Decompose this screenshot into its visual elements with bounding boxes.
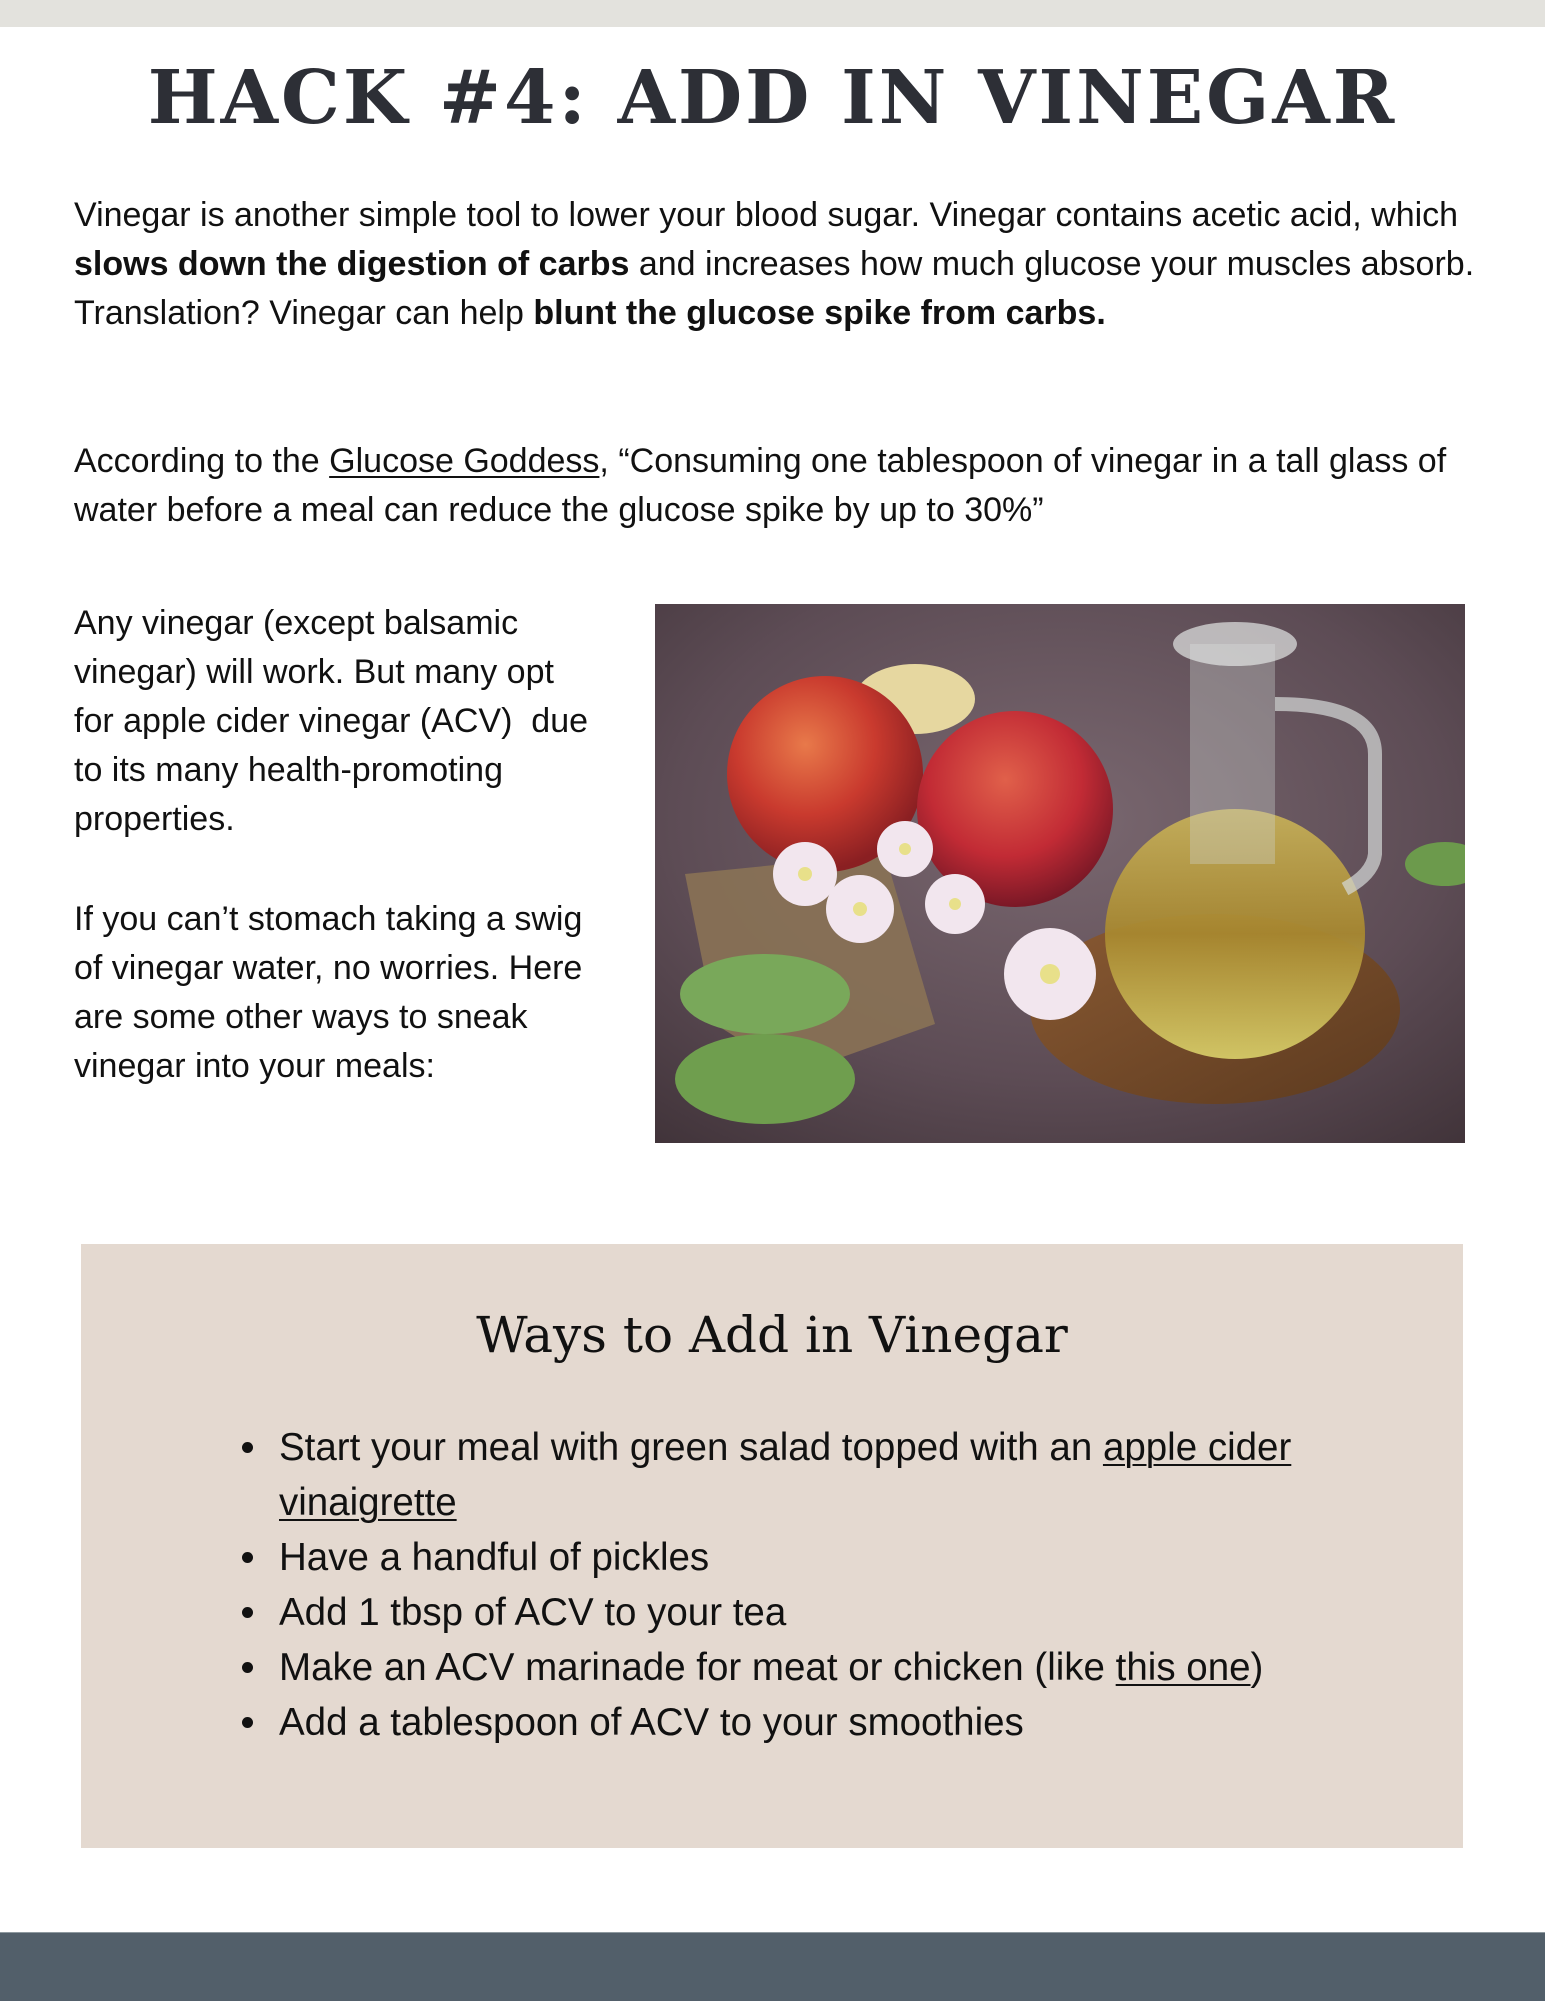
- this-one-link[interactable]: this one: [1115, 1646, 1251, 1689]
- top-bar: [0, 0, 1545, 27]
- bullet-icon: [242, 1662, 253, 1673]
- list-item: [198, 1420, 1418, 1530]
- list-item-text: Add a tablespoon of ACV to your smoothies: [279, 1701, 1024, 1744]
- bullet-icon: [242, 1552, 253, 1563]
- list-item: [198, 1695, 1418, 1750]
- quote-paragraph: [74, 437, 1494, 535]
- sneak-vinegar-paragraph: If you can’t stomach taking a swig of vinegar water, no worries. Here are some other ways to sneak vinegar into your meals:: [74, 900, 583, 1085]
- quote-suffix: , “Consuming one tablespoon of vinegar in a tall glass of water before a meal can reduce the glucose spike by up to 30%”: [74, 442, 1447, 529]
- list-item: [198, 1530, 1418, 1585]
- intro-paragraph: [74, 191, 1494, 338]
- ways-to-add-vinegar-card: [81, 1244, 1463, 1848]
- list-item-text: Make an ACV marinade for meat or chicken (like: [279, 1646, 1116, 1689]
- list-item-text: Add 1 tbsp of ACV to your tea: [279, 1591, 787, 1634]
- page-title: HACK #4: ADD IN VINEGAR: [147, 55, 1398, 141]
- list-item-text: Have a handful of pickles: [279, 1536, 710, 1579]
- quote-prefix: According to the: [74, 442, 330, 480]
- glucose-goddess-link[interactable]: Glucose Goddess: [329, 442, 600, 480]
- vinegar-ideas-list: [198, 1420, 1418, 1750]
- list-item-text: Start your meal with green salad topped with an: [279, 1426, 1103, 1469]
- list-item: [198, 1640, 1418, 1695]
- apple-cider-vinegar-photo: [655, 604, 1465, 1143]
- card-title: Ways to Add in Vinegar: [476, 1306, 1068, 1364]
- list-item: [198, 1585, 1418, 1640]
- bullet-icon: [242, 1442, 253, 1453]
- intro-bold-1: slows down the digestion of carbs: [74, 245, 630, 283]
- footer-bar: [0, 1932, 1545, 2001]
- any-vinegar-paragraph: Any vinegar (except balsamic vinegar) will work. But many opt for apple cider vinegar (ACV) due to its many health-promoting properties.: [74, 604, 589, 838]
- intro-text-1: Vinegar is another simple tool to lower your blood sugar. Vinegar contains acetic acid, which: [74, 196, 1459, 234]
- bullet-icon: [242, 1717, 253, 1728]
- list-item-text-after: ): [1250, 1646, 1264, 1689]
- intro-bold-2: blunt the glucose spike from carbs.: [533, 294, 1106, 332]
- apple-cider-vinaigrette-link[interactable]: apple cider vinaigrette: [279, 1426, 1292, 1524]
- bullet-icon: [242, 1607, 253, 1618]
- intro-text-2: and increases how much glucose your muscles absorb. Translation? Vinegar can help: [74, 245, 1475, 332]
